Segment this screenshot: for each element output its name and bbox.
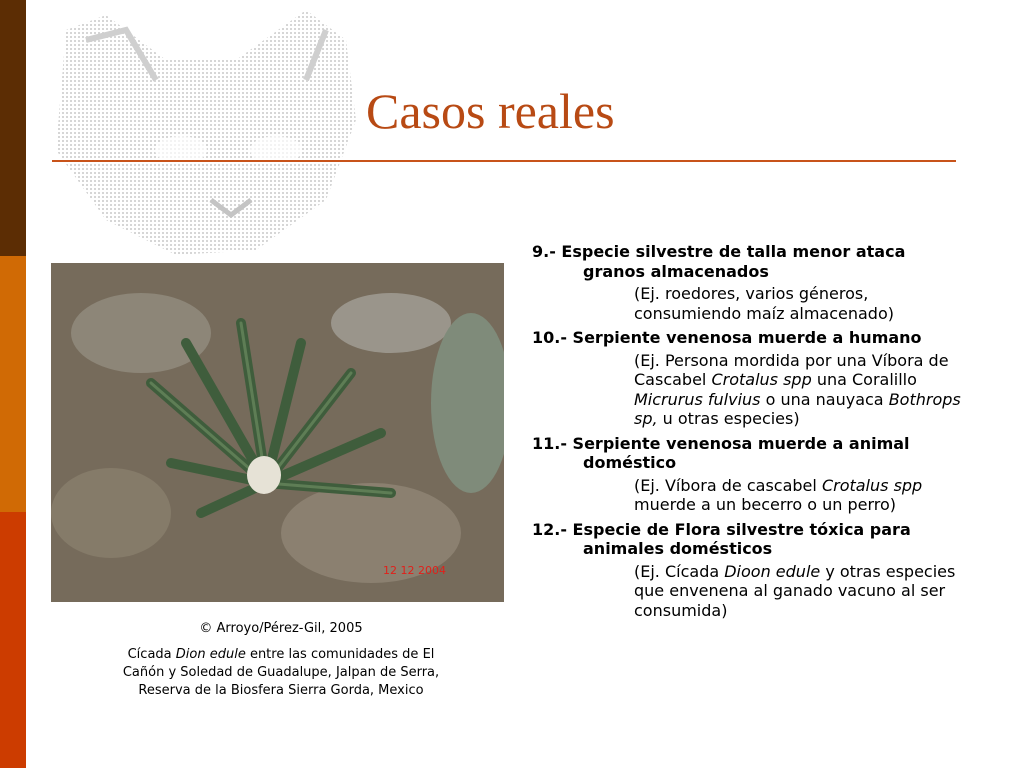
case-heading: 11.- Serpiente venenosa muerde a animal doméstico (532, 433, 910, 472)
detail-text: y otras especies que envenena al ganado vacuno al ser consumida) (634, 561, 956, 620)
photo-date-stamp: 12 12 2004 (383, 564, 446, 577)
detail-text: muerde a un becerro o un perro) (634, 495, 897, 514)
slide-title: Casos reales (366, 83, 615, 139)
detail-text: una Coralillo (811, 370, 917, 389)
photo-caption (120, 646, 442, 700)
species-name: Crotalus spp (821, 475, 923, 495)
species-name: Bothrops sp, (634, 389, 961, 428)
detail-text: (Ej. Víbora de cascabel (634, 475, 822, 495)
species-name: Dioon edule (724, 561, 821, 581)
detail-text: (Ej. Cícada (634, 561, 725, 581)
detail-text: u otras especies) (657, 409, 800, 428)
sidebar-band-red (0, 512, 26, 768)
photo-credit: © Arroyo/Pérez-Gil, 2005 (199, 621, 363, 636)
case-heading: 12.- Especie de Flora silvestre tóxica para animales domésticos (532, 519, 911, 558)
case-item-10 (532, 328, 972, 429)
detail-text: (Ej. Persona mordida por una Víbora de Cascabel (634, 350, 949, 389)
caption-prefix: Cícada (127, 647, 176, 662)
detail-text: (Ej. roedores, varios géneros, consumiendo maíz almacenado) (634, 284, 894, 323)
case-item-11 (532, 434, 972, 515)
sidebar-band-dark (0, 0, 26, 256)
sidebar-band-orange (0, 256, 26, 512)
case-detail (532, 476, 972, 515)
case-heading: 10.- Serpiente venenosa muerde a humano (532, 328, 922, 347)
species-name: Micrurus fulvius (634, 389, 761, 409)
lynx-watermark-image (26, 0, 386, 270)
cases-list (532, 242, 972, 625)
caption-species: Dion edule (175, 647, 246, 662)
species-name: Crotalus spp (711, 370, 812, 389)
case-detail (532, 284, 972, 323)
detail-text: o una nauyaca (760, 389, 889, 409)
case-item-9 (532, 242, 972, 323)
title-divider (52, 160, 956, 162)
case-item-12 (532, 520, 972, 621)
case-detail (532, 351, 972, 429)
cycad-photo (51, 263, 504, 602)
case-heading: 9.- Especie silvestre de talla menor ataca granos almacenados (532, 242, 906, 281)
caption-suffix: entre las comunidades de El Cañón y Soledad de Guadalupe, Jalpan de Serra, Reserva de la Biosfera Sierra Gorda, Mexico (122, 647, 440, 698)
case-detail (532, 562, 972, 621)
